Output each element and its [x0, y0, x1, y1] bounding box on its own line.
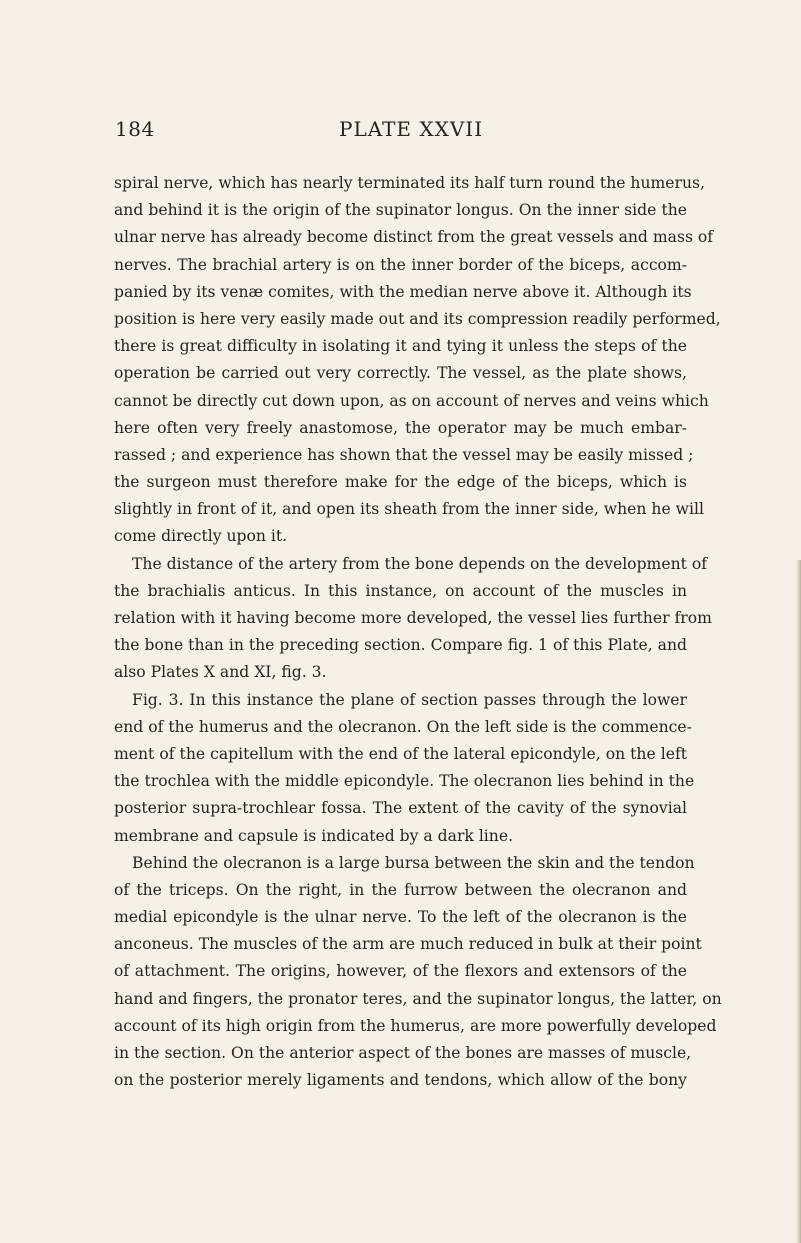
- text-line: account of its high origin from the humerus, are more powerfully developed: [114, 1016, 717, 1035]
- text-line: of attachment. The origins, however, of the flexors and extensors of the: [114, 962, 687, 981]
- text-line: cannot be directly cut down upon, as on account of nerves and veins which: [114, 391, 709, 410]
- text-line: operation be carried out very correctly. The vessel, as the plate shows,: [114, 364, 687, 383]
- text-line: the bone than in the preceding section. Compare fig. 1 of this Plate, and: [114, 636, 687, 655]
- text-line: rassed ; and experience has shown that the vessel may be easily missed ;: [114, 445, 694, 464]
- text-line: medial epicondyle is the ulnar nerve. To the left of the olecranon is the: [114, 908, 687, 927]
- text-line: the trochlea with the middle epicondyle. The olecranon lies behind in the: [114, 772, 695, 791]
- running-header: [0, 117, 801, 147]
- text-line: the surgeon must therefore make for the edge of the biceps, which is: [114, 473, 687, 492]
- body-text: [114, 170, 722, 1094]
- text-line: on the posterior merely ligaments and tendons, which allow of the bony: [114, 1071, 687, 1090]
- text-line: here often very freely anastomose, the operator may be much embar-: [114, 418, 687, 437]
- text-line: end of the humerus and the olecranon. On the left side is the commence-: [114, 717, 692, 736]
- text-line: Fig. 3. In this instance the plane of section passes through the lower: [132, 690, 687, 709]
- text-line: there is great difficulty in isolating it and tying it unless the steps of the: [114, 337, 687, 356]
- text-line: panied by its venæ comites, with the median nerve above it. Although its: [114, 282, 692, 301]
- text-line: hand and fingers, the pronator teres, and the supinator longus, the latter, on: [114, 989, 722, 1008]
- text-line: come directly upon it.: [114, 527, 288, 546]
- text-line: the brachialis anticus. In this instance, on account of the muscles in: [114, 581, 687, 600]
- plate-title: PLATE XXVII: [339, 117, 484, 141]
- text-line: spiral nerve, which has nearly terminated its half turn round the humerus,: [114, 174, 705, 192]
- text-line: and behind it is the origin of the supinator longus. On the inner side the: [114, 201, 687, 220]
- page-number: 184: [115, 117, 155, 141]
- text-line: relation with it having become more developed, the vessel lies further from: [114, 609, 712, 627]
- text-line: ulnar nerve has already become distinct from the great vessels and mass of: [114, 228, 714, 247]
- text-line: also Plates X and XI, fig. 3.: [114, 663, 327, 682]
- text-line: position is here very easily made out and its compression readily performed,: [114, 309, 721, 328]
- text-line: of the triceps. On the right, in the furrow between the olecranon and: [114, 880, 687, 899]
- text-line: anconeus. The muscles of the arm are much reduced in bulk at their point: [114, 935, 702, 954]
- text-line: slightly in front of it, and open its sheath from the inner side, when he will: [114, 500, 704, 519]
- page-edge-shadow: [796, 560, 801, 1243]
- text-line: in the section. On the anterior aspect of the bones are masses of muscle,: [114, 1044, 692, 1062]
- text-line: The distance of the artery from the bone depends on the development of: [132, 554, 707, 573]
- text-line: Behind the olecranon is a large bursa between the skin and the tendon: [132, 853, 695, 872]
- text-line: posterior supra-trochlear fossa. The extent of the cavity of the synovial: [114, 799, 687, 818]
- text-line: membrane and capsule is indicated by a dark line.: [114, 826, 514, 845]
- text-line: nerves. The brachial artery is on the inner border of the biceps, accom-: [114, 255, 687, 274]
- text-line: ment of the capitellum with the end of the lateral epicondyle, on the left: [114, 744, 687, 763]
